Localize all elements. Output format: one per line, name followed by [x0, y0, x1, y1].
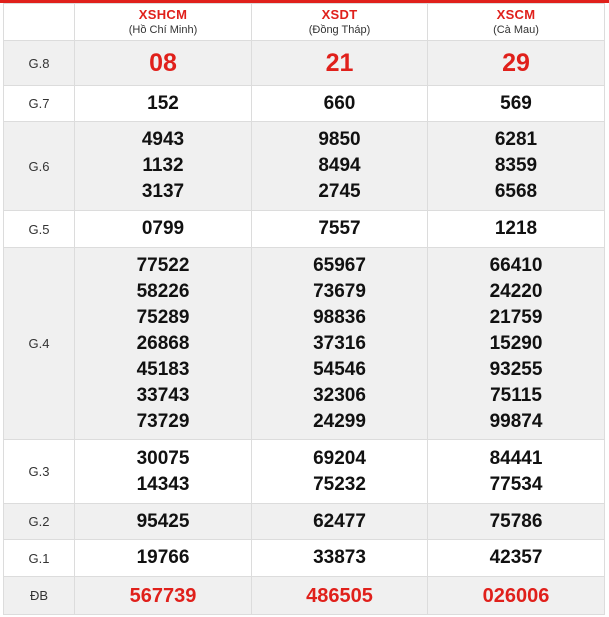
prize-label: G.7 [4, 86, 75, 122]
result-cell [252, 504, 428, 540]
result-number: 26868 [136, 332, 190, 354]
result-cell [252, 41, 428, 86]
provider-name: (Hồ Chí Minh) [128, 24, 198, 36]
result-number: 75786 [489, 510, 543, 532]
prize-row-g3 [4, 440, 605, 504]
result-cell [428, 504, 605, 540]
prize-label: G.4 [4, 248, 75, 440]
result-number: 152 [147, 92, 179, 114]
result-number: 84441 [489, 447, 543, 469]
result-cell [75, 504, 252, 540]
result-number: 66410 [489, 254, 543, 276]
result-number: 14343 [136, 473, 190, 495]
prize-row-g5 [4, 211, 605, 248]
result-cell [252, 86, 428, 122]
provider-header-hcm[interactable] [75, 4, 252, 41]
result-number: 69204 [313, 447, 366, 469]
result-number: 54546 [313, 358, 366, 380]
prize-label: G.6 [4, 122, 75, 211]
result-cell [428, 122, 605, 211]
result-number: 6568 [494, 181, 538, 202]
result-number: 4943 [141, 129, 185, 150]
provider-header-dt[interactable] [252, 4, 428, 41]
result-cell [428, 248, 605, 440]
result-cell [75, 248, 252, 440]
result-cell [75, 540, 252, 577]
result-number: 42357 [489, 547, 543, 568]
result-number: 77522 [136, 254, 190, 276]
result-number: 33873 [313, 547, 366, 568]
result-number: 32306 [313, 384, 366, 406]
result-cell [252, 211, 428, 248]
result-number: 569 [500, 92, 532, 114]
prize-row-g8 [4, 41, 605, 86]
result-cell [75, 211, 252, 248]
result-number: 73679 [313, 280, 366, 302]
result-number: 73729 [136, 410, 190, 432]
result-number: 08 [149, 49, 177, 77]
result-number: 24299 [313, 410, 366, 432]
result-number: 29 [502, 49, 530, 77]
provider-name: (Cà Mau) [493, 24, 539, 36]
result-number: 567739 [129, 584, 197, 607]
result-cell [428, 211, 605, 248]
result-number: 9850 [318, 129, 361, 150]
result-cell [252, 248, 428, 440]
result-cell [75, 122, 252, 211]
result-number: 99874 [489, 410, 543, 432]
lottery-results-table [3, 3, 605, 615]
prize-label: G.5 [4, 211, 75, 248]
result-cell [428, 577, 605, 615]
corner-cell [4, 4, 75, 41]
result-cell [252, 440, 428, 504]
result-number: 19766 [136, 547, 190, 568]
prize-label: ĐB [4, 577, 75, 615]
result-number: 486505 [306, 584, 373, 607]
result-number: 93255 [489, 358, 543, 380]
prize-label: G.1 [4, 540, 75, 577]
result-number: 24220 [489, 280, 543, 302]
prize-label: G.8 [4, 41, 75, 86]
provider-header-cm[interactable] [428, 4, 605, 41]
result-number: 75115 [490, 384, 542, 406]
result-number: 8494 [318, 155, 361, 176]
result-number: 1218 [494, 218, 538, 239]
result-cell [428, 440, 605, 504]
result-number: 37316 [313, 332, 366, 354]
result-cell [252, 577, 428, 615]
result-number: 8359 [494, 155, 538, 176]
prize-row-g7 [4, 86, 605, 122]
result-number: 660 [323, 92, 356, 114]
result-number: 21 [325, 49, 354, 77]
result-number: 30075 [136, 447, 190, 469]
result-number: 21759 [489, 306, 543, 328]
result-number: 6281 [494, 129, 538, 150]
provider-code[interactable]: XSDT [321, 7, 358, 22]
result-cell [75, 86, 252, 122]
prize-label: G.3 [4, 440, 75, 504]
result-cell [428, 540, 605, 577]
prize-row-special [4, 577, 605, 615]
provider-code[interactable]: XSCM [496, 7, 536, 22]
result-number: 2745 [318, 181, 361, 202]
result-number: 58226 [136, 280, 190, 302]
result-cell [252, 540, 428, 577]
result-cell [75, 440, 252, 504]
prize-row-g2 [4, 504, 605, 540]
prize-row-g1 [4, 540, 605, 577]
result-cell [75, 577, 252, 615]
result-number: 95425 [136, 510, 190, 532]
prize-row-g6 [4, 122, 605, 211]
result-number: 0799 [141, 218, 185, 239]
result-number: 98836 [313, 306, 366, 328]
result-cell [428, 41, 605, 86]
prize-label: G.2 [4, 504, 75, 540]
result-number: 75232 [313, 473, 366, 495]
result-cell [75, 41, 252, 86]
provider-code[interactable]: XSHCM [138, 7, 188, 22]
result-number: 75289 [136, 306, 190, 328]
result-cell [252, 122, 428, 211]
result-number: 33743 [136, 384, 190, 406]
result-number: 77534 [489, 473, 543, 495]
result-number: 1132 [142, 155, 184, 176]
prize-row-g4 [4, 248, 605, 440]
result-number: 65967 [313, 254, 366, 276]
header-row [4, 4, 605, 41]
result-number: 7557 [318, 218, 361, 239]
result-number: 15290 [489, 332, 543, 354]
result-number: 62477 [313, 510, 366, 532]
result-number: 026006 [482, 584, 550, 607]
provider-name: (Đồng Tháp) [308, 24, 371, 36]
result-number: 45183 [136, 358, 190, 380]
result-cell [428, 86, 605, 122]
result-number: 3137 [141, 181, 185, 202]
